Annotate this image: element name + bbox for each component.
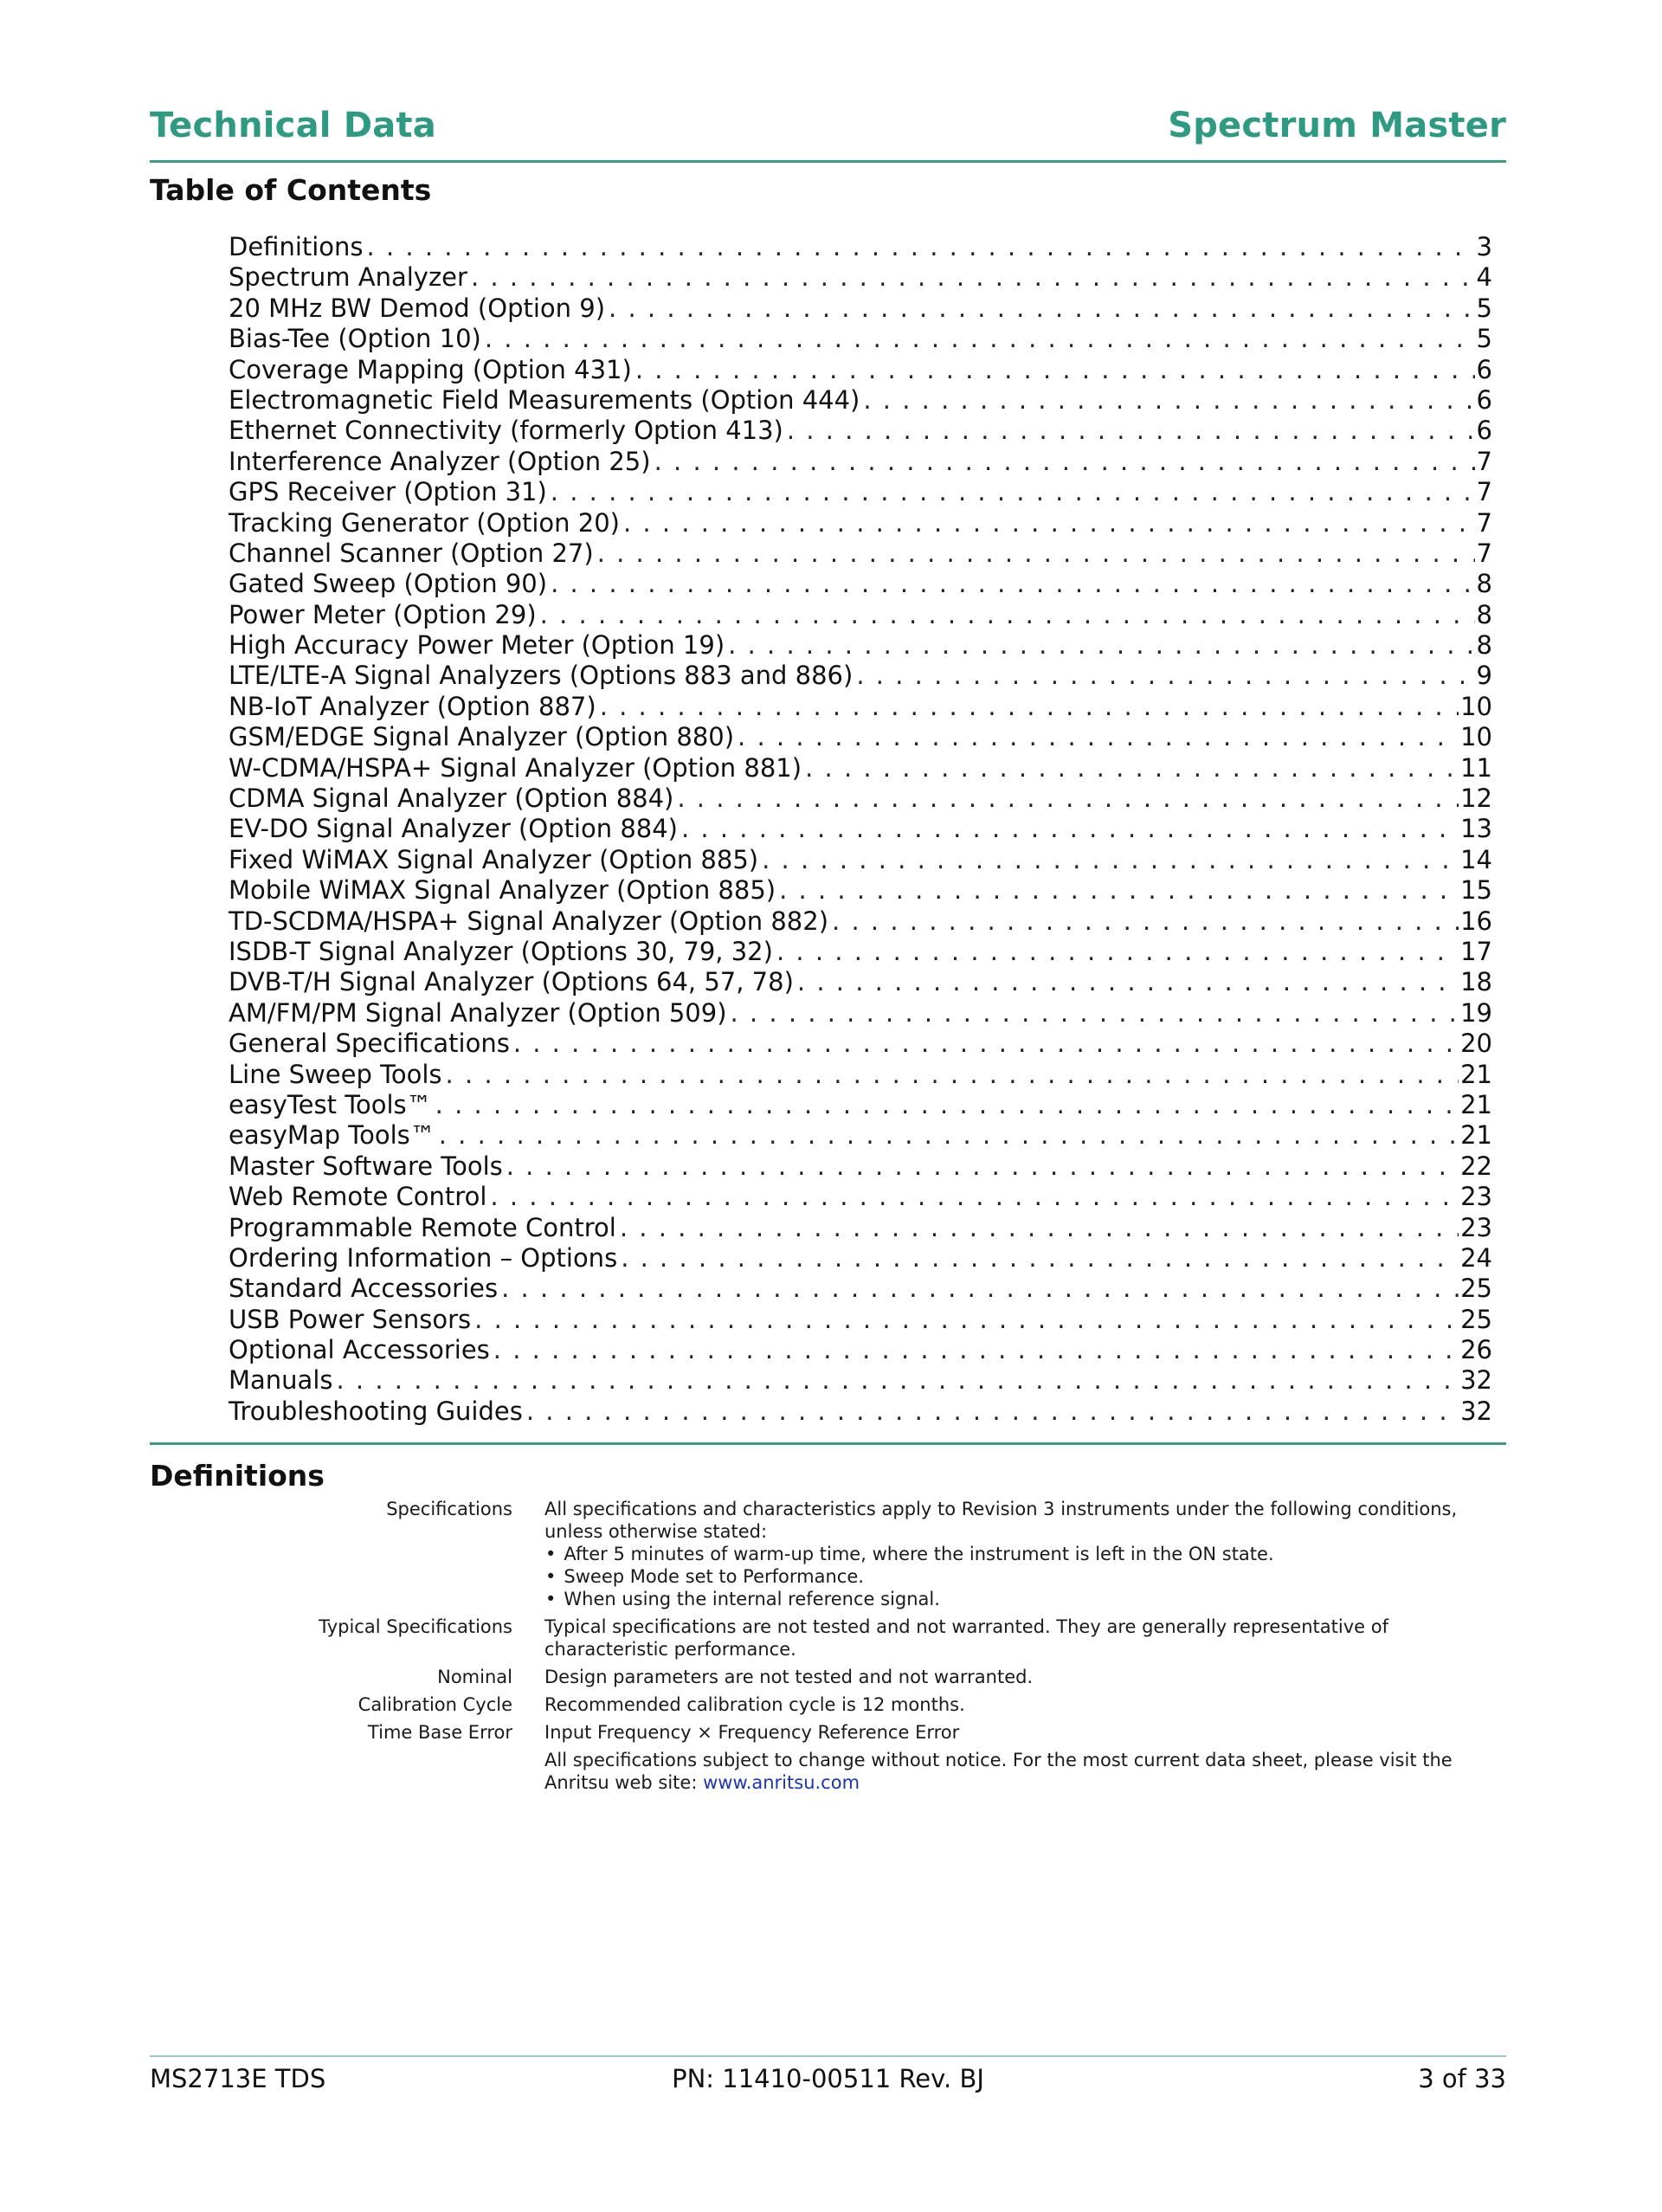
toc-heading: Table of Contents bbox=[150, 173, 432, 207]
toc-entry[interactable] bbox=[229, 1396, 1492, 1427]
toc-entry[interactable] bbox=[229, 906, 1492, 937]
toc-entry[interactable] bbox=[229, 324, 1492, 354]
header-product-name: Spectrum Master bbox=[1168, 106, 1506, 145]
toc-leader-dots bbox=[779, 875, 1459, 906]
toc-entry-page: 32 bbox=[1460, 1365, 1492, 1396]
toc-leader-dots bbox=[506, 1151, 1459, 1182]
toc-leader-dots bbox=[738, 722, 1459, 752]
conditions-list bbox=[544, 1543, 1506, 1610]
toc-entry-label: DVB-T/H Signal Analyzer (Options 64, 57, 78) bbox=[229, 967, 794, 997]
toc-entry[interactable] bbox=[229, 1120, 1492, 1151]
toc-entry-page: 5 bbox=[1476, 324, 1492, 354]
toc-entry-label: Coverage Mapping (Option 431) bbox=[229, 354, 632, 384]
toc-entry-label: Gated Sweep (Option 90) bbox=[229, 569, 548, 599]
toc-entry[interactable] bbox=[229, 814, 1492, 844]
definition-timebase bbox=[150, 1721, 1506, 1744]
footer-page-number: 3 of 33 bbox=[1418, 2064, 1506, 2093]
toc-entry-page: 10 bbox=[1460, 691, 1492, 721]
footer-document-id: MS2713E TDS bbox=[150, 2064, 326, 2093]
toc-entry-page: 6 bbox=[1476, 354, 1492, 384]
toc-entry-page: 5 bbox=[1476, 293, 1492, 323]
definition-term: Typical Specifications bbox=[319, 1616, 512, 1637]
toc-entry[interactable] bbox=[229, 477, 1492, 507]
toc-entry-label: GSM/EDGE Signal Analyzer (Option 880) bbox=[229, 722, 735, 752]
table-of-contents bbox=[229, 232, 1492, 1427]
toc-entry[interactable] bbox=[229, 232, 1492, 262]
toc-entry[interactable] bbox=[229, 1213, 1492, 1243]
toc-entry-page: 6 bbox=[1476, 384, 1492, 415]
toc-leader-dots bbox=[797, 967, 1459, 997]
toc-leader-dots bbox=[728, 630, 1474, 661]
toc-entry[interactable] bbox=[229, 784, 1492, 814]
toc-entry[interactable] bbox=[229, 600, 1492, 630]
section-divider bbox=[150, 1442, 1506, 1445]
definition-description bbox=[544, 1749, 1506, 1794]
toc-entry-label: LTE/LTE-A Signal Analyzers (Options 883 and 886) bbox=[229, 661, 854, 691]
toc-leader-dots bbox=[621, 1243, 1459, 1274]
toc-entry[interactable] bbox=[229, 875, 1492, 906]
toc-leader-dots bbox=[600, 692, 1459, 722]
toc-leader-dots bbox=[654, 447, 1475, 477]
toc-entry-page: 6 bbox=[1476, 416, 1492, 446]
toc-entry-page: 20 bbox=[1460, 1029, 1492, 1059]
toc-entry[interactable] bbox=[229, 967, 1492, 997]
toc-entry-label: Ordering Information – Options bbox=[229, 1242, 618, 1273]
toc-entry[interactable] bbox=[229, 1365, 1492, 1396]
definition-notice bbox=[150, 1749, 1506, 1794]
toc-entry-page: 11 bbox=[1460, 752, 1492, 783]
toc-entry-label: Manuals bbox=[229, 1365, 333, 1396]
toc-entry[interactable] bbox=[229, 1243, 1492, 1274]
toc-entry[interactable] bbox=[229, 1335, 1492, 1365]
toc-entry-page: 10 bbox=[1460, 722, 1492, 752]
toc-leader-dots bbox=[597, 538, 1475, 569]
toc-entry-page: 14 bbox=[1460, 844, 1492, 874]
toc-entry-page: 18 bbox=[1460, 967, 1492, 997]
toc-leader-dots bbox=[620, 1213, 1459, 1243]
toc-entry-page: 25 bbox=[1460, 1304, 1492, 1334]
toc-entry[interactable] bbox=[229, 1060, 1492, 1090]
toc-entry[interactable] bbox=[229, 630, 1492, 661]
toc-entry-label: Programmable Remote Control bbox=[229, 1212, 616, 1242]
toc-entry[interactable] bbox=[229, 355, 1492, 385]
toc-entry-label: CDMA Signal Analyzer (Option 884) bbox=[229, 784, 674, 814]
definition-description: Recommended calibration cycle is 12 months. bbox=[544, 1694, 965, 1715]
toc-entry-label: easyMap Tools™ bbox=[229, 1120, 435, 1151]
toc-entry-page: 21 bbox=[1460, 1059, 1492, 1089]
toc-entry-page: 21 bbox=[1460, 1120, 1492, 1151]
toc-entry-label: Mobile WiMAX Signal Analyzer (Option 885) bbox=[229, 875, 776, 906]
toc-entry-label: Optional Accessories bbox=[229, 1335, 490, 1365]
toc-entry-label: Spectrum Analyzer bbox=[229, 262, 467, 293]
toc-entry-label: EV-DO Signal Analyzer (Option 884) bbox=[229, 814, 678, 844]
toc-leader-dots bbox=[493, 1335, 1459, 1365]
toc-leader-dots bbox=[367, 232, 1475, 262]
condition-item: • Sweep Mode set to Performance. bbox=[544, 1565, 1506, 1588]
toc-entry-page: 17 bbox=[1460, 936, 1492, 966]
toc-entry[interactable] bbox=[229, 1029, 1492, 1059]
toc-leader-dots bbox=[677, 784, 1459, 814]
toc-leader-dots bbox=[446, 1060, 1459, 1090]
toc-entry-label: GPS Receiver (Option 31) bbox=[229, 477, 547, 507]
toc-entry-page: 12 bbox=[1460, 784, 1492, 814]
toc-entry-label: Ethernet Connectivity (formerly Option 413) bbox=[229, 416, 783, 446]
definition-description bbox=[544, 1498, 1506, 1610]
footer-part-number: PN: 11410-00511 Rev. BJ bbox=[672, 2064, 984, 2093]
definition-nominal bbox=[150, 1666, 1506, 1688]
toc-leader-dots bbox=[471, 262, 1475, 293]
toc-entry-page: 19 bbox=[1460, 997, 1492, 1028]
condition-item: • When using the internal reference signal. bbox=[544, 1588, 1506, 1610]
toc-entry-label: General Specifications bbox=[229, 1029, 510, 1059]
toc-entry-label: AM/FM/PM Signal Analyzer (Option 509) bbox=[229, 997, 727, 1028]
toc-entry[interactable] bbox=[229, 1305, 1492, 1335]
toc-entry-page: 16 bbox=[1460, 906, 1492, 936]
condition-item: • After 5 minutes of warm-up time, where the instrument is left in the ON state. bbox=[544, 1543, 1506, 1565]
anritsu-website-link[interactable]: www.anritsu.com bbox=[703, 1772, 860, 1793]
definitions-heading: Definitions bbox=[150, 1459, 325, 1493]
definition-description: Typical specifications are not tested and not warranted. They are generally representative of characteristic performance. bbox=[544, 1616, 1388, 1660]
toc-entry-page: 3 bbox=[1476, 232, 1492, 261]
toc-entry-page: 24 bbox=[1460, 1242, 1492, 1273]
toc-leader-dots bbox=[485, 324, 1475, 354]
toc-leader-dots bbox=[776, 937, 1459, 967]
toc-leader-dots bbox=[731, 998, 1459, 1029]
toc-entry-page: 8 bbox=[1476, 599, 1492, 629]
toc-entry-page: 22 bbox=[1460, 1151, 1492, 1181]
toc-entry-page: 23 bbox=[1460, 1182, 1492, 1212]
definition-term: Specifications bbox=[386, 1499, 512, 1519]
definition-typical bbox=[150, 1615, 1506, 1661]
toc-entry-page: 7 bbox=[1476, 477, 1492, 507]
toc-entry-label: Interference Analyzer (Option 25) bbox=[229, 446, 651, 476]
toc-leader-dots bbox=[435, 1090, 1459, 1120]
toc-entry-label: 20 MHz BW Demod (Option 9) bbox=[229, 293, 606, 323]
toc-entry[interactable] bbox=[229, 293, 1492, 324]
toc-entry[interactable] bbox=[229, 569, 1492, 599]
toc-entry-label: Electromagnetic Field Measurements (Option 444) bbox=[229, 384, 860, 415]
header-section-title: Technical Data bbox=[150, 106, 436, 145]
toc-leader-dots bbox=[540, 600, 1475, 630]
toc-entry[interactable] bbox=[229, 722, 1492, 752]
toc-leader-dots bbox=[787, 416, 1475, 446]
toc-entry-page: 26 bbox=[1460, 1335, 1492, 1365]
toc-entry[interactable] bbox=[229, 1090, 1492, 1120]
definition-term-empty bbox=[150, 1749, 544, 1794]
toc-entry[interactable] bbox=[229, 753, 1492, 784]
page-header bbox=[150, 102, 1506, 163]
toc-entry[interactable] bbox=[229, 508, 1492, 538]
toc-entry-page: 23 bbox=[1460, 1212, 1492, 1242]
definition-text: All specifications and characteristics apply to Revision 3 instruments under the following conditions, unless otherwise stated: bbox=[544, 1499, 1458, 1542]
definitions-list bbox=[150, 1498, 1506, 1799]
toc-entry[interactable] bbox=[229, 937, 1492, 967]
toc-leader-dots bbox=[526, 1396, 1459, 1427]
toc-entry-label: Line Sweep Tools bbox=[229, 1059, 442, 1089]
toc-entry-page: 21 bbox=[1460, 1089, 1492, 1119]
definition-description: Design parameters are not tested and not warranted. bbox=[544, 1667, 1034, 1687]
toc-entry[interactable] bbox=[229, 385, 1492, 416]
toc-entry-label: Master Software Tools bbox=[229, 1151, 503, 1181]
toc-entry[interactable] bbox=[229, 661, 1492, 691]
toc-leader-dots bbox=[832, 906, 1459, 937]
toc-leader-dots bbox=[439, 1120, 1459, 1151]
toc-leader-dots bbox=[513, 1029, 1459, 1059]
toc-entry-page: 7 bbox=[1476, 538, 1492, 568]
toc-entry-page: 8 bbox=[1476, 630, 1492, 661]
toc-entry-page: 32 bbox=[1460, 1396, 1492, 1426]
toc-entry[interactable] bbox=[229, 1182, 1492, 1212]
toc-entry-page: 8 bbox=[1476, 569, 1492, 599]
toc-entry-label: ISDB-T Signal Analyzer (Options 30, 79, 32) bbox=[229, 936, 773, 966]
toc-entry-page: 15 bbox=[1460, 875, 1492, 906]
toc-leader-dots bbox=[623, 508, 1475, 538]
toc-entry-label: Definitions bbox=[229, 232, 364, 261]
toc-entry-page: 25 bbox=[1460, 1274, 1492, 1304]
definition-term: Time Base Error bbox=[367, 1722, 512, 1743]
toc-entry[interactable] bbox=[229, 845, 1492, 875]
toc-leader-dots bbox=[490, 1182, 1459, 1212]
toc-entry[interactable] bbox=[229, 262, 1492, 293]
toc-entry[interactable] bbox=[229, 1151, 1492, 1182]
toc-entry-page: 7 bbox=[1476, 507, 1492, 538]
page-footer bbox=[150, 2055, 1506, 2099]
notice-text: All specifications subject to change without notice. For the most current data sheet, please visit the Anritsu web site: bbox=[544, 1750, 1453, 1793]
toc-entry-page: 13 bbox=[1460, 814, 1492, 844]
toc-entry-label: Channel Scanner (Option 27) bbox=[229, 538, 594, 568]
toc-entry[interactable] bbox=[229, 1274, 1492, 1304]
toc-entry-label: easyTest Tools™ bbox=[229, 1089, 432, 1119]
definition-calibration bbox=[150, 1693, 1506, 1716]
toc-entry-page: 7 bbox=[1476, 446, 1492, 476]
toc-entry-label: Bias-Tee (Option 10) bbox=[229, 324, 481, 354]
toc-leader-dots bbox=[863, 385, 1474, 416]
toc-leader-dots bbox=[609, 293, 1475, 324]
toc-entry-label: Troubleshooting Guides bbox=[229, 1396, 523, 1426]
toc-entry-label: TD-SCDMA/HSPA+ Signal Analyzer (Option 882) bbox=[229, 906, 829, 936]
toc-entry-label: Fixed WiMAX Signal Analyzer (Option 885) bbox=[229, 844, 759, 874]
toc-entry-page: 9 bbox=[1476, 661, 1492, 691]
definition-description: Input Frequency × Frequency Reference Error bbox=[544, 1722, 960, 1743]
toc-entry[interactable] bbox=[229, 416, 1492, 446]
toc-entry-label: Tracking Generator (Option 20) bbox=[229, 507, 620, 538]
toc-entry[interactable] bbox=[229, 447, 1492, 477]
toc-entry[interactable] bbox=[229, 692, 1492, 722]
toc-entry-page: 4 bbox=[1476, 262, 1492, 293]
toc-leader-dots bbox=[474, 1305, 1459, 1335]
toc-entry-label: Power Meter (Option 29) bbox=[229, 599, 537, 629]
definition-term: Calibration Cycle bbox=[358, 1694, 512, 1715]
toc-leader-dots bbox=[762, 845, 1459, 875]
toc-entry-label: High Accuracy Power Meter (Option 19) bbox=[229, 630, 725, 661]
toc-leader-dots bbox=[501, 1274, 1459, 1304]
toc-entry-label: NB-IoT Analyzer (Option 887) bbox=[229, 691, 596, 721]
toc-leader-dots bbox=[551, 569, 1474, 599]
toc-leader-dots bbox=[856, 661, 1474, 691]
definition-specifications bbox=[150, 1498, 1506, 1610]
toc-entry-label: Standard Accessories bbox=[229, 1274, 499, 1304]
toc-leader-dots bbox=[805, 753, 1459, 784]
toc-leader-dots bbox=[337, 1365, 1459, 1396]
toc-entry-label: W-CDMA/HSPA+ Signal Analyzer (Option 881) bbox=[229, 752, 802, 783]
toc-leader-dots bbox=[681, 814, 1459, 844]
toc-entry-label: Web Remote Control bbox=[229, 1182, 487, 1212]
toc-leader-dots bbox=[551, 477, 1475, 507]
toc-leader-dots bbox=[635, 355, 1475, 385]
toc-entry[interactable] bbox=[229, 538, 1492, 569]
definition-term: Nominal bbox=[437, 1667, 512, 1687]
toc-entry-label: USB Power Sensors bbox=[229, 1304, 472, 1334]
toc-entry[interactable] bbox=[229, 998, 1492, 1029]
